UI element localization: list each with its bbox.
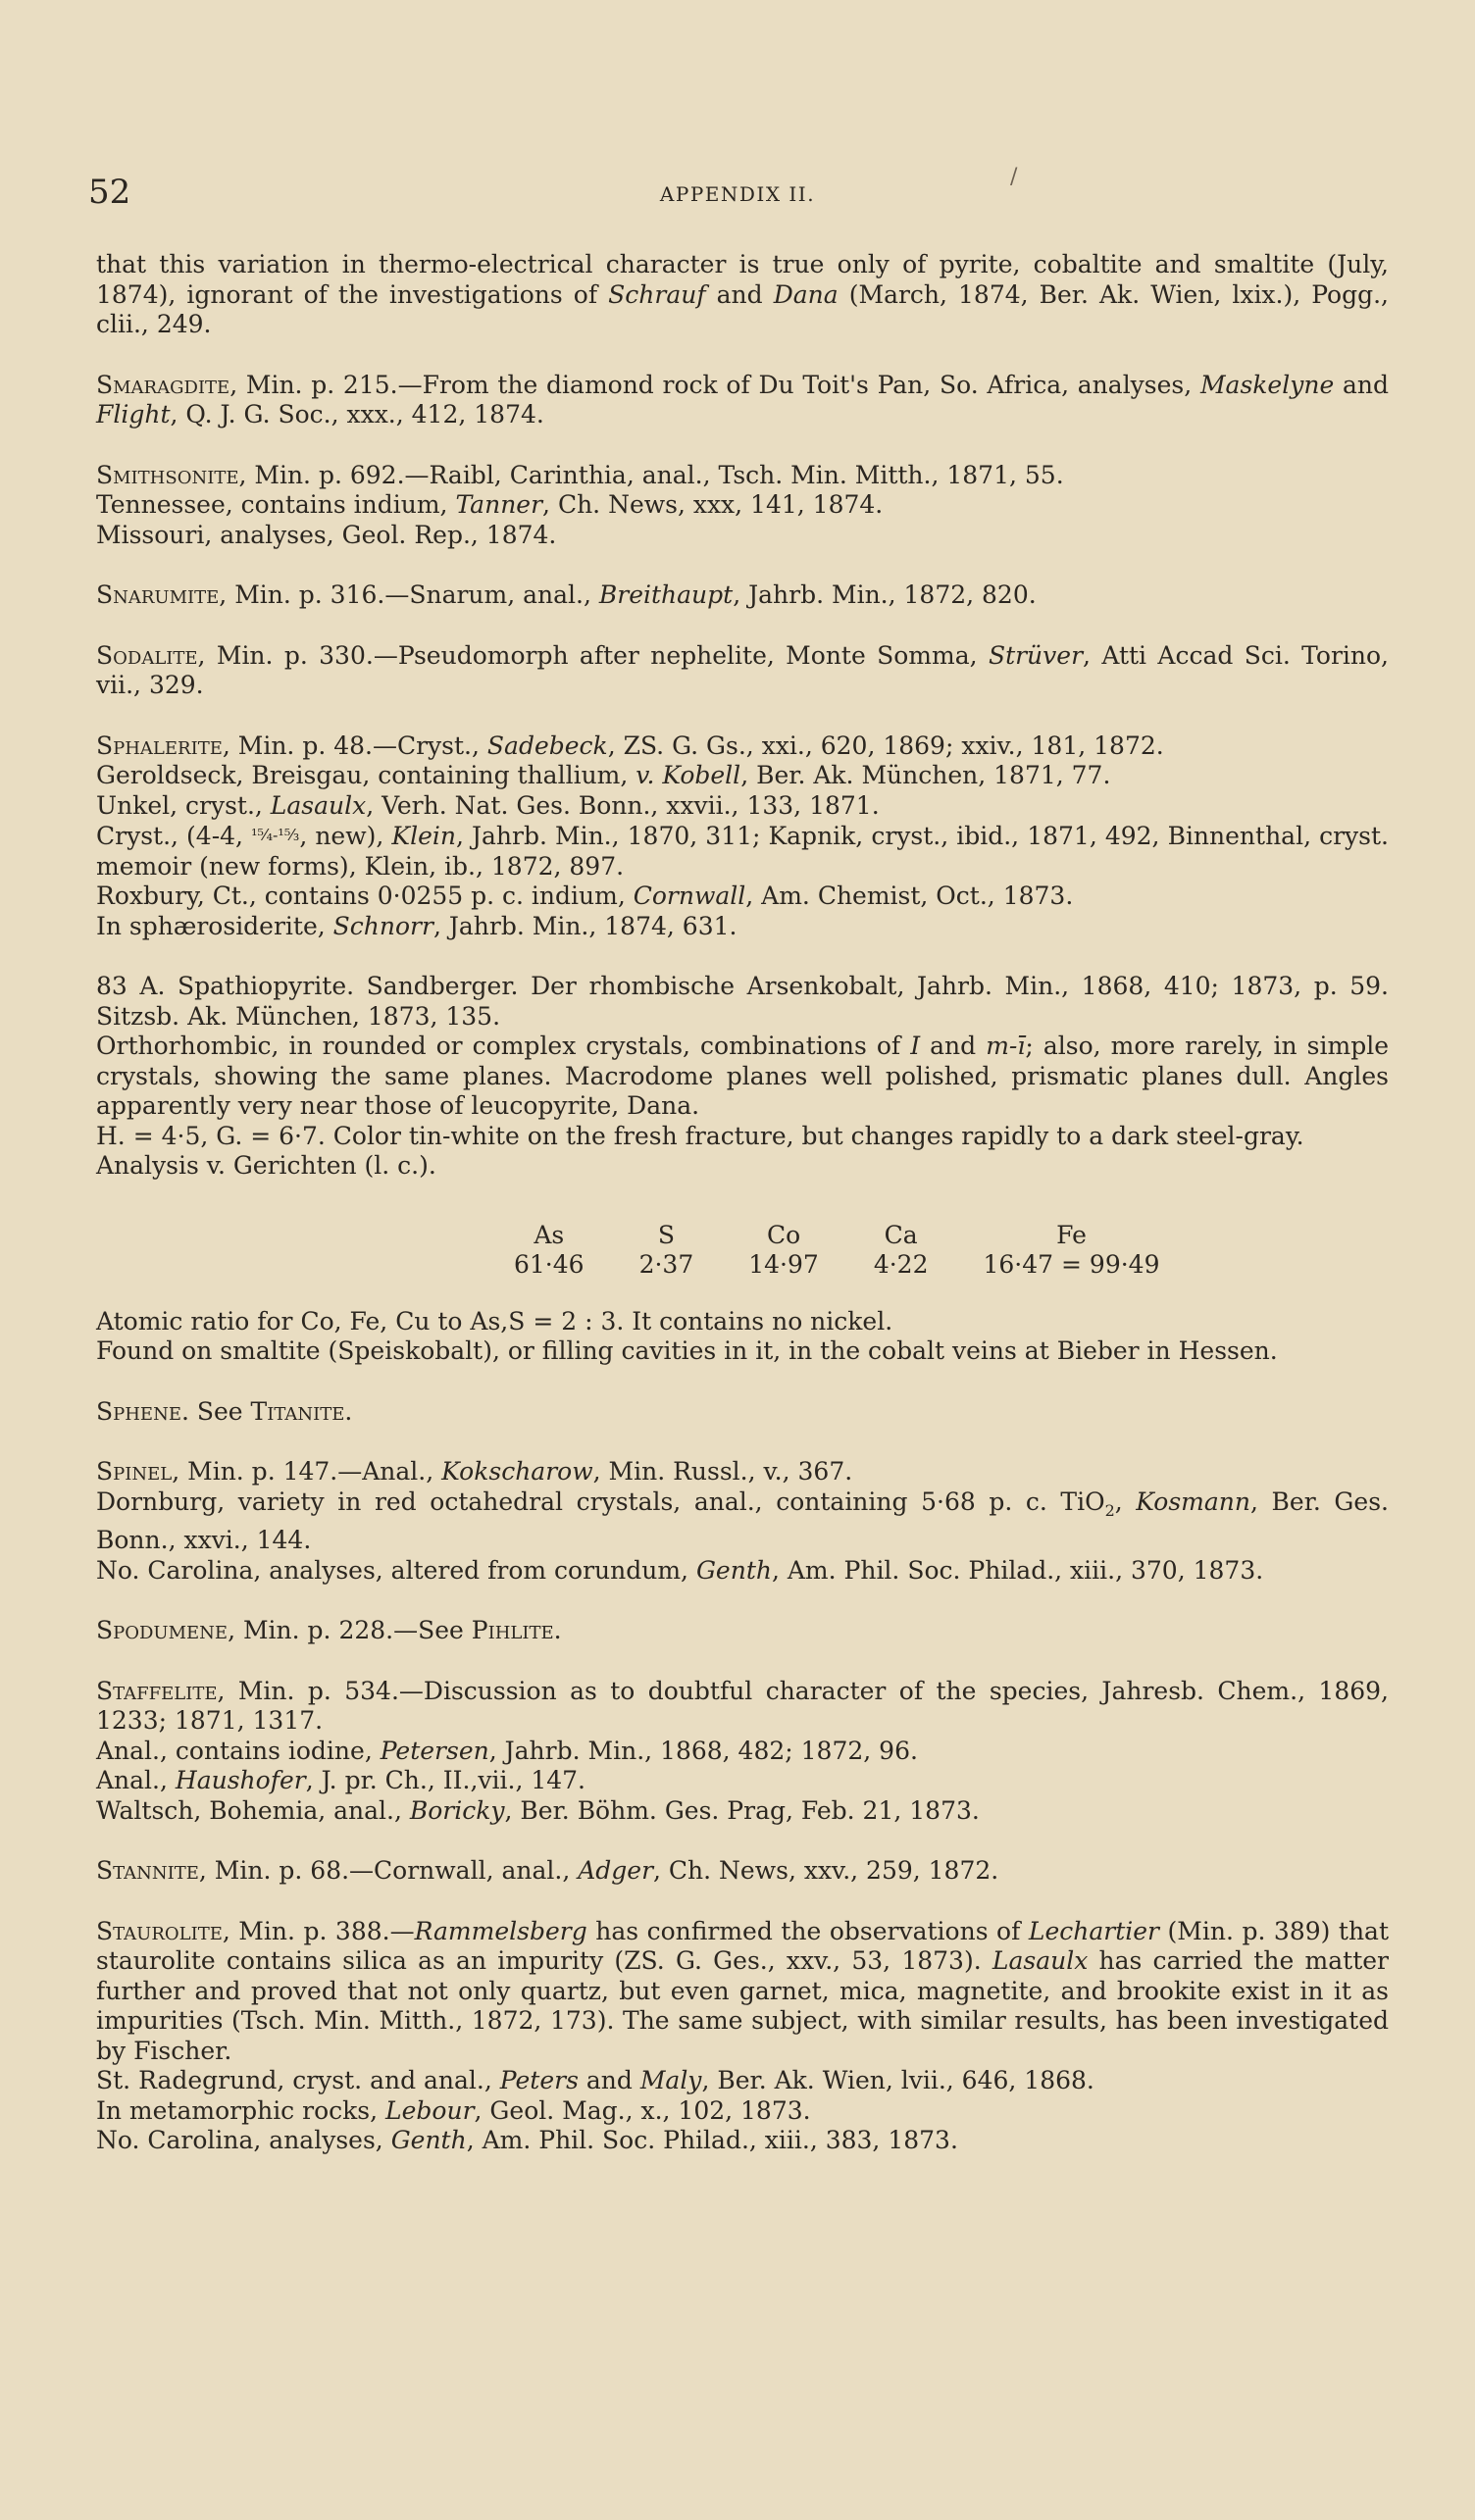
analysis-value: 4·22 — [873, 1249, 929, 1279]
entry-smaragdite: Smaragdite, Min. p. 215.—From the diamond rock of Du Toit's Pan, So. Africa, analyses, Maskelyne and Flight, Q. J. G. Soc., xxx., 412, 1874. — [96, 370, 1389, 428]
analysis-header: Fe — [1056, 1220, 1087, 1249]
entry-staurolite: Staurolite, Min. p. 388.—Rammelsberg has confirmed the observations of Lechartier (Min. p. 389) that staurolite contains silica as an impurity (ZS. G. Ges., xxv., 53, 1873). Lasaulx has carried the matter further and proved that not only quartz, but even garnet, mica, magnetite, and brookite exist in it as impurities (Tsch. Min. Mitth., 1872, 173). The same subject, with similar results, has been investigated by Fischer. St. Radegrund, cryst. and anal., Peters and Maly, Ber. Ak. Wien, lvii., 646, 1868. In metamorphic rocks, Lebour, Geol. Mag., x., 102, 1873. No. Carolina, analyses, Genth, Am. Phil. Soc. Philad., xiii., 383, 1873. — [96, 1916, 1390, 2154]
pencil-mark: / — [1010, 165, 1018, 189]
entry-sphene: Sphene. See Titanite. — [96, 1396, 353, 1426]
entry-staffelite: Staffelite, Min. p. 534.—Discussion as to doubtful character of the species, Jahresb. Chem., 1869, 1233; 1871, 1317. Anal., contains iodine, Petersen, Jahrb. Min., 1868, 482; 1872, 96. Anal., Haushofer, J. pr. Ch., II.,vii., 147. Waltsch, Bohemia, anal., Boricky, Ber. Böhm. Ges. Prag, Feb. 21, 1873. — [96, 1676, 1389, 1825]
entry-spodumene: Spodumene, Min. p. 228.—See Pihlite. — [96, 1616, 562, 1644]
running-title: APPENDIX II. — [659, 182, 816, 206]
entry-sodalite: Sodalite, Min. p. 330.—Pseudomorph after nephelite, Monte Somma, Strüver, Atti Accad Sci. Torino, vii., 329. — [96, 640, 1389, 699]
analysis-value: 16·47 = 99·49 — [983, 1249, 1160, 1279]
analysis-value: 14·97 — [748, 1249, 819, 1279]
entry-spinel: Spinel, Min. p. 147.—Anal., Kokscharow, Min. Russl., v., 367. Dornburg, variety in red octahedral crystals, anal., containing 5·68 p. c. TiO$_2$, Kosmann, Ber. Ges. Bonn., xxvi., 144. No. Carolina, analyses, altered from corundum, Genth, Am. Phil. Soc. Philad., xiii., 370, 1873. — [96, 1457, 1389, 1585]
continuation-paragraph: that this variation in thermo-electrical character is true only of pyrite, cobaltite and smaltite (July, 1874), ignorant of the investigations of Schrauf and Dana (March, 1874, Ber. Ak. Wien, lxix.), Pogg., clii., 249. — [96, 250, 1389, 338]
analysis-value: 2·37 — [638, 1249, 694, 1279]
analysis-header: Co — [766, 1220, 801, 1249]
page-number: 52 — [88, 173, 131, 212]
entry-spathiopyrite: 83 A. Spathiopyrite. Sandberger. Der rhombische Arsenkobalt, Jahrb. Min., 1868, 410; 1873, p. 59. Sitzsb. Ak. München, 1873, 135. Orthorhombic, in rounded or complex crystals, combinations of I and m-ī; also, more rarely, in simple crystals, showing the same planes. Macrodome planes well polished, prismatic planes dull. Angles apparently very near those of leucopyrite, Dana. H. = 4·5, G. = 6·7. Color tin-white on the fresh fracture, but changes rapidly to a dark steel-gray. Analysis v. Gerichten (l. c.). As S Co Ca Fe 61·46 2·37 14·97 4·22 16·47 = 99·49 Atomic ratio for Co, Fe, Cu to As,S = 2 : 3. It contains no nickel. Found on smaltite (Speiskobalt), or filling cavities in it, in the cobalt veins at Bieber in Hessen. — [96, 972, 1390, 1365]
entry-smithsonite: Smithsonite, Min. p. 692.—Raibl, Carinthia, anal., Tsch. Min. Mitth., 1871, 55. Tennessee, contains indium, Tanner, Ch. News, xxx, 141, 1874. Missouri, analyses, Geol. Rep., 1874. — [96, 460, 1064, 549]
page-body — [96, 250, 1389, 2156]
analysis-table — [486, 1221, 1187, 1280]
analysis-header: Ca — [884, 1220, 918, 1249]
page-header — [0, 165, 1475, 212]
analysis-value: 61·46 — [514, 1249, 585, 1279]
entry-stannite: Stannite, Min. p. 68.—Cornwall, anal., Adger, Ch. News, xxv., 259, 1872. — [96, 1856, 999, 1885]
analysis-header: As — [534, 1220, 565, 1249]
entry-snarumite: Snarumite, Min. p. 316.—Snarum, anal., Breithaupt, Jahrb. Min., 1872, 820. — [96, 580, 1037, 609]
analysis-header: S — [657, 1220, 675, 1249]
entry-sphalerite: Sphalerite, Min. p. 48.—Cryst., Sadebeck, ZS. G. Gs., xxi., 620, 1869; xxiv., 181, 1872. Geroldseck, Breisgau, containing thallium, v. Kobell, Ber. Ak. München, 1871, 77. Unkel, cryst., Lasaulx, Verh. Nat. Ges. Bonn., xxvii., 133, 1871. Cryst., (4-4, ¹⁵⁄₄-¹⁵⁄₃, new), Klein, Jahrb. Min., 1870, 311; Kapnik, cryst., ibid., 1871, 492, Binnenthal, cryst. memoir (new forms), Klein, ib., 1872, 897. Roxbury, Ct., contains 0·0255 p. c. indium, Cornwall, Am. Chemist, Oct., 1873. In sphærosiderite, Schnorr, Jahrb. Min., 1874, 631. — [96, 731, 1389, 940]
